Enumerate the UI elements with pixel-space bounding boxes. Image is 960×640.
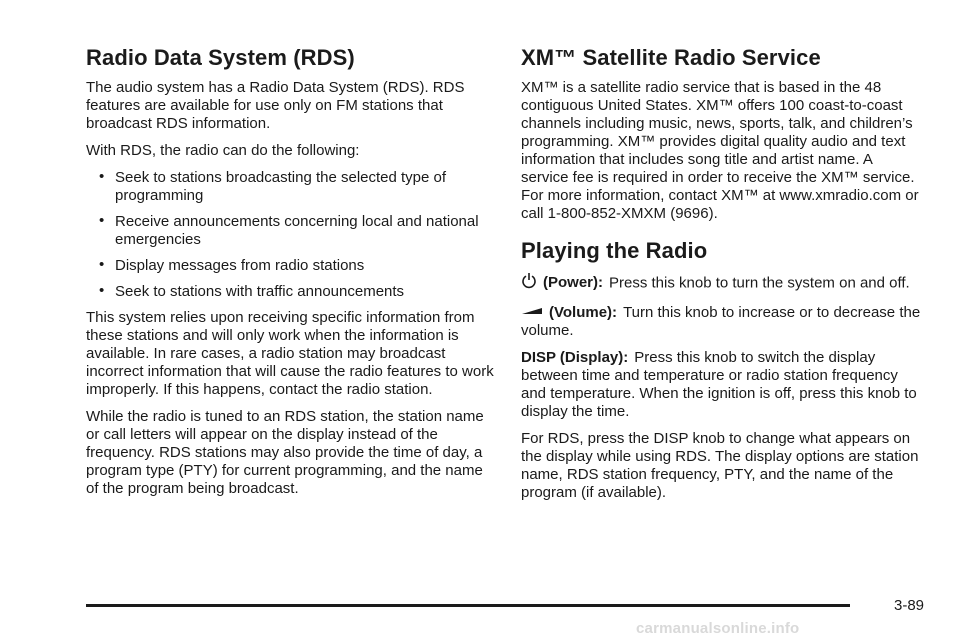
power-label: (Power): <box>543 274 603 292</box>
page-number: 3-89 <box>894 597 925 614</box>
rds-disp-paragraph: For RDS, press the DISP knob to change what appears on the display while using RDS. The display options are station name, RDS station frequency, PTY, and the name of the program (if available). <box>521 430 919 502</box>
disp-text: Press this knob to switch the display between time and temperature or radio station frequency and temperature. When the ignition is off, press this knob to display the time. <box>521 349 917 421</box>
disp-paragraph <box>521 349 921 421</box>
rds-display-paragraph: While the radio is tuned to an RDS station, the station name or call letters will appear on the display instead of the frequency. RDS stations may also provide the time of day, a program type (PTY) for current programming, and the name of the program being broadcast. <box>86 408 484 497</box>
disp-label: DISP (Display): <box>521 349 629 367</box>
playing-radio-heading: Playing the Radio <box>521 238 708 263</box>
rds-feature-list <box>86 169 496 301</box>
list-item: • Display messages from radio stations <box>99 256 365 274</box>
power-icon <box>521 272 537 295</box>
bullet-icon: • <box>99 212 105 229</box>
rds-heading: Radio Data System (RDS) <box>86 45 355 70</box>
list-item: • Seek to stations with traffic announcements <box>99 282 405 300</box>
rds-intro-paragraph: The audio system has a Radio Data System (RDS). RDS features are available for use only on FM stations that broadcast RDS information. <box>86 79 465 132</box>
power-paragraph <box>521 272 921 295</box>
left-column <box>86 44 496 507</box>
list-item: • Seek to stations broadcasting the selected type of programming <box>99 168 447 204</box>
right-column <box>521 44 921 511</box>
xm-paragraph: XM™ is a satellite radio service that is based in the 48 contiguous United States. XM™ offers 100 coast-to-coast channels including music, news, sports, talk, and children’s programming. XM™ provides digital quality audio and text information that includes song title and artist name. A service fee is required in order to receive the XM™ service. For more information, contact XM™ at www.xmradio.com or call 1-800-852-XMXM (9696). <box>521 79 919 222</box>
bullet-icon: • <box>99 168 105 185</box>
volume-text: Turn this knob to increase or to decrease the volume. <box>521 304 921 340</box>
list-item: • Receive announcements concerning local and national emergencies <box>99 212 479 248</box>
watermark: carmanualsonline.info <box>636 620 800 637</box>
volume-paragraph <box>521 304 921 340</box>
rds-reliability-paragraph: This system relies upon receiving specific information from these stations and will only work when the information is available. In rare cases, a radio station may broadcast incorrect information that will cause the radio features to work improperly. If this happens, contact the radio station. <box>86 309 494 398</box>
xm-heading: XM™ Satellite Radio Service <box>521 45 821 70</box>
volume-icon <box>521 304 543 322</box>
volume-label: (Volume): <box>549 304 618 321</box>
bullet-icon: • <box>99 256 105 273</box>
footer-rule <box>86 604 850 607</box>
rds-capabilities-intro: With RDS, the radio can do the following: <box>86 142 360 159</box>
power-text: Press this knob to turn the system on and off. <box>609 274 910 292</box>
bullet-icon: • <box>99 282 105 299</box>
